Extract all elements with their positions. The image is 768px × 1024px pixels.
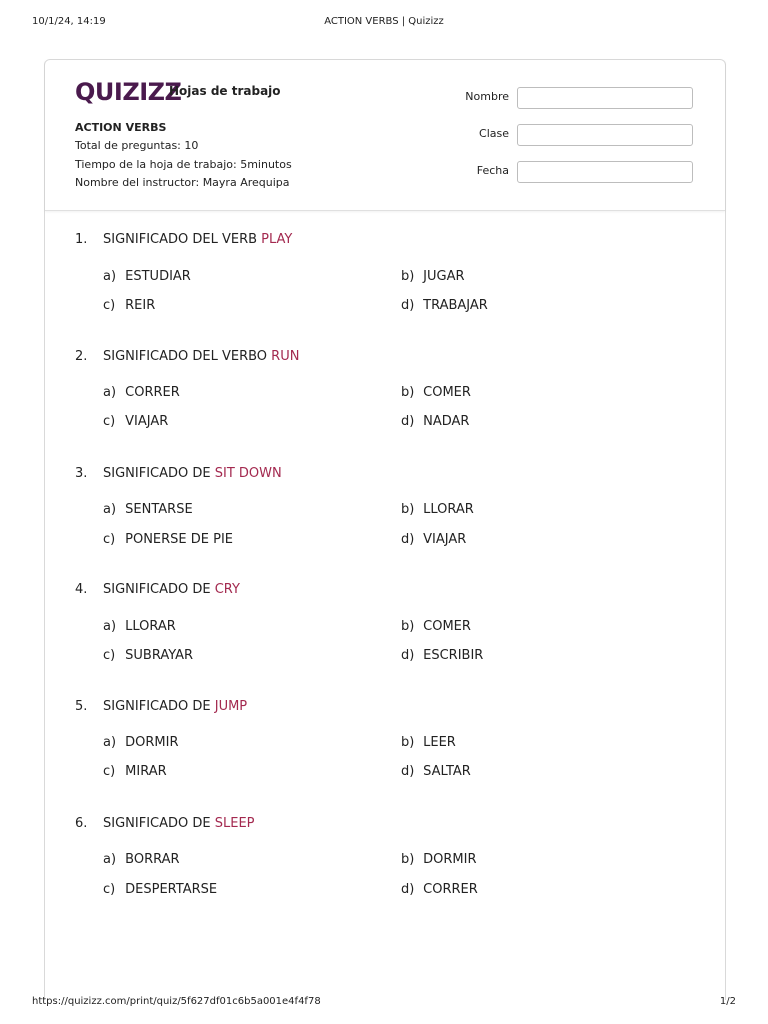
option (401, 648, 483, 663)
option-text: JUGAR (423, 269, 465, 284)
option-letter: c) (103, 882, 116, 897)
quiz-title: ACTION VERBS (75, 121, 167, 134)
question (75, 232, 695, 342)
worksheet-subtitle: Hojas de trabajo (169, 84, 281, 98)
instructor-name: Nombre del instructor: Mayra Arequipa (75, 175, 290, 189)
option (103, 532, 233, 547)
question-number: 5. (75, 699, 88, 714)
question-text (103, 699, 247, 714)
option-text: COMER (423, 385, 471, 400)
question-keyword: JUMP (214, 699, 248, 714)
option-letter: d) (401, 532, 415, 547)
option (401, 532, 466, 547)
option-letter: b) (401, 619, 415, 634)
option (103, 414, 168, 429)
print-url[interactable]: https://quizizz.com/print/quiz/5f627df01c6b5a001e4f4f78 (32, 996, 321, 1007)
option-letter: c) (103, 764, 116, 779)
question (75, 699, 695, 809)
option-letter: b) (401, 852, 415, 867)
question-prefix: SIGNIFICADO DEL VERB (103, 232, 262, 247)
option (401, 619, 471, 634)
option-letter: a) (103, 269, 117, 284)
option (401, 852, 477, 867)
option-text: CORRER (125, 385, 180, 400)
option (401, 298, 488, 313)
option-text: COMER (423, 619, 471, 634)
option (103, 735, 179, 750)
quizizz-logo: QUIZIZZ (75, 78, 182, 106)
worksheet-time: Tiempo de la hoja de trabajo: 5minutos (75, 157, 292, 171)
option (103, 619, 176, 634)
print-title: ACTION VERBS | Quizizz (324, 16, 444, 27)
option-letter: c) (103, 532, 116, 547)
question-keyword: CRY (214, 582, 240, 597)
option-text: SUBRAYAR (125, 648, 194, 663)
option (103, 385, 180, 400)
question-prefix: SIGNIFICADO DE (103, 466, 215, 481)
option (103, 764, 167, 779)
question-number: 6. (75, 816, 88, 831)
question (75, 582, 695, 692)
option (103, 648, 193, 663)
option-letter: a) (103, 619, 117, 634)
question (75, 349, 695, 459)
option (401, 414, 469, 429)
option-letter: a) (103, 502, 117, 517)
option-letter: c) (103, 414, 116, 429)
name-field[interactable] (517, 87, 693, 109)
question-number: 3. (75, 466, 88, 481)
option-text: NADAR (423, 414, 470, 429)
option-letter: a) (103, 385, 117, 400)
question-number: 4. (75, 582, 88, 597)
option-text: DESPERTARSE (125, 882, 218, 897)
option-text: VIAJAR (125, 414, 169, 429)
question (75, 466, 695, 576)
question-text (103, 582, 240, 597)
option-text: LEER (423, 735, 456, 750)
option-text: PONERSE DE PIE (125, 532, 234, 547)
question-prefix: SIGNIFICADO DE (103, 699, 215, 714)
option-letter: d) (401, 764, 415, 779)
option-text: VIAJAR (423, 532, 467, 547)
option-text: BORRAR (125, 852, 180, 867)
question-prefix: SIGNIFICADO DEL VERBO (103, 349, 272, 364)
option-letter: a) (103, 735, 117, 750)
question-prefix: SIGNIFICADO DE (103, 816, 215, 831)
total-questions: Total de preguntas: 10 (75, 139, 199, 153)
option (401, 735, 456, 750)
question-text (103, 466, 282, 481)
option (401, 269, 465, 284)
question-text (103, 232, 292, 247)
date-label: Fecha (476, 164, 509, 177)
question-text (103, 349, 299, 364)
option-letter: a) (103, 852, 117, 867)
option-letter: c) (103, 298, 116, 313)
worksheet (44, 59, 726, 1000)
question-keyword: SIT DOWN (214, 466, 282, 481)
option (401, 385, 471, 400)
date-field[interactable] (517, 161, 693, 183)
option (401, 764, 471, 779)
option-letter: b) (401, 502, 415, 517)
quiz-meta (75, 119, 292, 192)
option (103, 269, 191, 284)
option (103, 882, 217, 897)
option-letter: b) (401, 269, 415, 284)
print-header (32, 16, 736, 30)
option-text: ESTUDIAR (125, 269, 191, 284)
option-letter: d) (401, 298, 415, 313)
option-letter: d) (401, 882, 415, 897)
option-letter: b) (401, 735, 415, 750)
option-text: MIRAR (125, 764, 167, 779)
question (75, 816, 695, 926)
option (103, 502, 193, 517)
class-label: Clase (479, 127, 509, 140)
name-label: Nombre (465, 90, 509, 103)
option (401, 882, 478, 897)
class-field[interactable] (517, 124, 693, 146)
option (401, 502, 474, 517)
option-letter: d) (401, 648, 415, 663)
question-keyword: SLEEP (214, 816, 255, 831)
question-text (103, 816, 255, 831)
option-text: DORMIR (423, 852, 477, 867)
option-text: REIR (125, 298, 156, 313)
question-keyword: RUN (271, 349, 300, 364)
question-number: 2. (75, 349, 88, 364)
option-text: SALTAR (423, 764, 471, 779)
option-text: LLORAR (125, 619, 176, 634)
option-text: DORMIR (125, 735, 179, 750)
question-number: 1. (75, 232, 88, 247)
option-text: TRABAJAR (423, 298, 488, 313)
question-prefix: SIGNIFICADO DE (103, 582, 215, 597)
option-text: LLORAR (423, 502, 474, 517)
page-number: 1/2 (719, 996, 736, 1007)
option-letter: d) (401, 414, 415, 429)
option (103, 852, 180, 867)
option-letter: b) (401, 385, 415, 400)
print-date: 10/1/24, 14:19 (32, 16, 106, 27)
option-text: ESCRIBIR (423, 648, 484, 663)
option-text: SENTARSE (125, 502, 193, 517)
option-text: CORRER (423, 882, 478, 897)
option (103, 298, 155, 313)
question-keyword: PLAY (261, 232, 293, 247)
option-letter: c) (103, 648, 116, 663)
worksheet-header (45, 60, 725, 211)
